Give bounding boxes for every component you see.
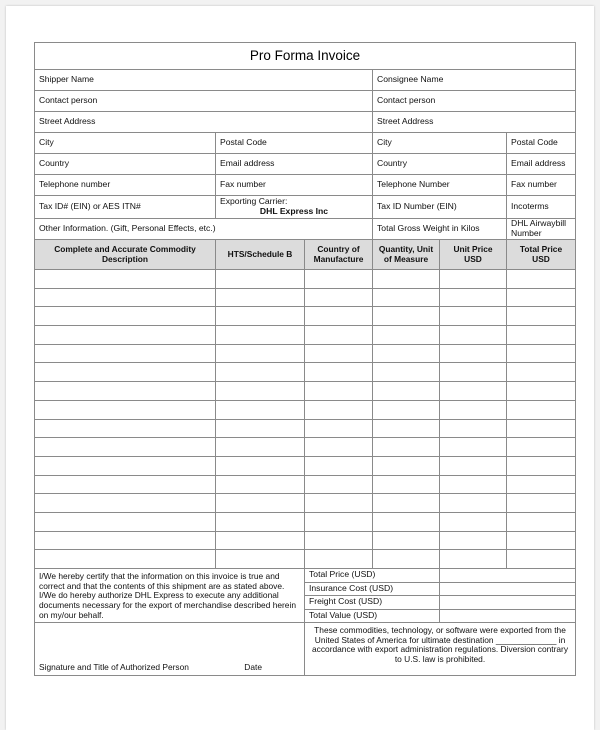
shipper-country-field[interactable]: Country bbox=[35, 154, 216, 175]
item-row bbox=[35, 382, 576, 401]
description-cell[interactable] bbox=[35, 307, 216, 326]
quantity-cell[interactable] bbox=[373, 326, 440, 345]
total-price-cell[interactable] bbox=[507, 438, 576, 457]
header-unit-price: Unit Price USD bbox=[440, 240, 507, 270]
total-price-cell[interactable] bbox=[507, 363, 576, 382]
total-value-label: Total Value (USD) bbox=[305, 609, 440, 623]
exporting-carrier-label: Exporting Carrier: bbox=[220, 196, 288, 207]
country-cell[interactable] bbox=[305, 419, 373, 438]
quantity-cell[interactable] bbox=[373, 438, 440, 457]
item-row bbox=[35, 494, 576, 513]
item-row bbox=[35, 475, 576, 494]
quantity-cell[interactable] bbox=[373, 531, 440, 550]
total-value-value[interactable] bbox=[440, 609, 576, 623]
quantity-cell[interactable] bbox=[373, 494, 440, 513]
country-cell[interactable] bbox=[305, 382, 373, 401]
item-row bbox=[35, 344, 576, 363]
total-price-value[interactable] bbox=[440, 569, 576, 583]
exporting-carrier-value: DHL Express Inc bbox=[259, 206, 329, 216]
shipper-contact-field[interactable]: Contact person bbox=[35, 91, 373, 112]
unit-price-cell[interactable] bbox=[440, 363, 507, 382]
description-cell[interactable] bbox=[35, 344, 216, 363]
proforma-invoice-form bbox=[34, 42, 576, 676]
hts-cell[interactable] bbox=[216, 475, 305, 494]
document-page bbox=[6, 6, 594, 730]
description-cell[interactable] bbox=[35, 400, 216, 419]
total-price-cell[interactable] bbox=[507, 475, 576, 494]
total-price-cell[interactable] bbox=[507, 419, 576, 438]
consignee-contact-field[interactable]: Contact person bbox=[373, 91, 576, 112]
gross-weight-field[interactable]: Total Gross Weight in Kilos bbox=[373, 219, 507, 240]
hts-cell[interactable] bbox=[216, 531, 305, 550]
item-row bbox=[35, 288, 576, 307]
consignee-street-field[interactable]: Street Address bbox=[373, 112, 576, 133]
item-row bbox=[35, 307, 576, 326]
consignee-city-field[interactable]: City bbox=[373, 133, 507, 154]
description-cell[interactable] bbox=[35, 531, 216, 550]
quantity-cell[interactable] bbox=[373, 270, 440, 289]
unit-price-cell[interactable] bbox=[440, 512, 507, 531]
country-cell[interactable] bbox=[305, 550, 373, 569]
quantity-cell[interactable] bbox=[373, 419, 440, 438]
unit-price-cell[interactable] bbox=[440, 288, 507, 307]
country-cell[interactable] bbox=[305, 456, 373, 475]
country-cell[interactable] bbox=[305, 270, 373, 289]
hts-cell[interactable] bbox=[216, 382, 305, 401]
quantity-cell[interactable] bbox=[373, 363, 440, 382]
country-cell[interactable] bbox=[305, 494, 373, 513]
insurance-cost-label: Insurance Cost (USD) bbox=[305, 582, 440, 596]
unit-price-cell[interactable] bbox=[440, 438, 507, 457]
country-cell[interactable] bbox=[305, 326, 373, 345]
item-row bbox=[35, 419, 576, 438]
description-cell[interactable] bbox=[35, 512, 216, 531]
total-price-cell[interactable] bbox=[507, 344, 576, 363]
item-row bbox=[35, 438, 576, 457]
shipper-fax-field[interactable]: Fax number bbox=[216, 175, 373, 196]
total-price-cell[interactable] bbox=[507, 307, 576, 326]
hts-cell[interactable] bbox=[216, 438, 305, 457]
description-cell[interactable] bbox=[35, 550, 216, 569]
date-label: Date bbox=[244, 662, 262, 673]
shipper-street-field[interactable]: Street Address bbox=[35, 112, 373, 133]
country-cell[interactable] bbox=[305, 512, 373, 531]
quantity-cell[interactable] bbox=[373, 400, 440, 419]
hts-cell[interactable] bbox=[216, 550, 305, 569]
header-description: Complete and Accurate Commodity Description bbox=[35, 240, 216, 270]
item-row bbox=[35, 363, 576, 382]
signature-label: Signature and Title of Authorized Person bbox=[39, 662, 189, 673]
quantity-cell[interactable] bbox=[373, 344, 440, 363]
item-row bbox=[35, 531, 576, 550]
hts-cell[interactable] bbox=[216, 400, 305, 419]
shipper-tax-id-field[interactable]: Tax ID# (EIN) or AES ITN# bbox=[35, 196, 216, 219]
hts-cell[interactable] bbox=[216, 344, 305, 363]
country-cell[interactable] bbox=[305, 363, 373, 382]
description-cell[interactable] bbox=[35, 475, 216, 494]
item-row bbox=[35, 326, 576, 345]
item-row bbox=[35, 270, 576, 289]
description-cell[interactable] bbox=[35, 288, 216, 307]
total-price-cell[interactable] bbox=[507, 270, 576, 289]
quantity-cell[interactable] bbox=[373, 288, 440, 307]
unit-price-cell[interactable] bbox=[440, 550, 507, 569]
unit-price-cell[interactable] bbox=[440, 400, 507, 419]
freight-cost-value[interactable] bbox=[440, 596, 576, 610]
unit-price-cell[interactable] bbox=[440, 307, 507, 326]
shipper-email-field[interactable]: Email address bbox=[216, 154, 373, 175]
country-cell[interactable] bbox=[305, 475, 373, 494]
hts-cell[interactable] bbox=[216, 494, 305, 513]
description-cell[interactable] bbox=[35, 494, 216, 513]
country-cell[interactable] bbox=[305, 288, 373, 307]
shipper-city-field[interactable]: City bbox=[35, 133, 216, 154]
consignee-email-field[interactable]: Email address bbox=[507, 154, 576, 175]
quantity-cell[interactable] bbox=[373, 307, 440, 326]
total-price-cell[interactable] bbox=[507, 550, 576, 569]
total-price-cell[interactable] bbox=[507, 531, 576, 550]
invoice-title: Pro Forma Invoice bbox=[35, 43, 576, 70]
description-cell[interactable] bbox=[35, 382, 216, 401]
items-header-row bbox=[35, 240, 576, 270]
other-information-field[interactable]: Other Information. (Gift, Personal Effects, etc.) bbox=[35, 219, 373, 240]
airwaybill-field[interactable]: DHL Airwaybill Number bbox=[507, 219, 576, 240]
description-cell[interactable] bbox=[35, 363, 216, 382]
header-quantity: Quantity, Unit of Measure bbox=[373, 240, 440, 270]
country-cell[interactable] bbox=[305, 438, 373, 457]
total-price-cell[interactable] bbox=[507, 326, 576, 345]
shipper-postal-field[interactable]: Postal Code bbox=[216, 133, 373, 154]
header-hts: HTS/Schedule B bbox=[216, 240, 305, 270]
shipper-name-field[interactable]: Shipper Name bbox=[35, 70, 373, 91]
header-total-price: Total Price USD bbox=[507, 240, 576, 270]
unit-price-cell[interactable] bbox=[440, 382, 507, 401]
item-row bbox=[35, 512, 576, 531]
total-price-cell[interactable] bbox=[507, 512, 576, 531]
consignee-tax-id-field[interactable]: Tax ID Number (EIN) bbox=[373, 196, 507, 219]
quantity-cell[interactable] bbox=[373, 382, 440, 401]
total-price-cell[interactable] bbox=[507, 400, 576, 419]
quantity-cell[interactable] bbox=[373, 475, 440, 494]
total-price-cell[interactable] bbox=[507, 456, 576, 475]
unit-price-cell[interactable] bbox=[440, 456, 507, 475]
description-cell[interactable] bbox=[35, 456, 216, 475]
total-price-cell[interactable] bbox=[507, 382, 576, 401]
consignee-country-field[interactable]: Country bbox=[373, 154, 507, 175]
hts-cell[interactable] bbox=[216, 419, 305, 438]
unit-price-cell[interactable] bbox=[440, 326, 507, 345]
description-cell[interactable] bbox=[35, 270, 216, 289]
quantity-cell[interactable] bbox=[373, 512, 440, 531]
insurance-cost-value[interactable] bbox=[440, 582, 576, 596]
hts-cell[interactable] bbox=[216, 288, 305, 307]
unit-price-cell[interactable] bbox=[440, 475, 507, 494]
consignee-phone-field[interactable]: Telephone Number bbox=[373, 175, 507, 196]
signature-field[interactable] bbox=[35, 623, 305, 676]
freight-cost-label: Freight Cost (USD) bbox=[305, 596, 440, 610]
export-notice: These commodities, technology, or software were exported from the United States of America for ultimate destination _____________ in accordance with export administration regulations. Diversion contrary to U.S. law is prohibited. bbox=[305, 623, 576, 676]
unit-price-cell[interactable] bbox=[440, 531, 507, 550]
description-cell[interactable] bbox=[35, 419, 216, 438]
hts-cell[interactable] bbox=[216, 456, 305, 475]
consignee-fax-field[interactable]: Fax number bbox=[507, 175, 576, 196]
certification-statement: I/We hereby certify that the information on this invoice is true and correct and that the contents of this shipment are as stated above. I/We do hereby authorize DHL Express to execute any additional documents necessary for the export of merchandise described herein on my/our behalf. bbox=[35, 569, 305, 623]
hts-cell[interactable] bbox=[216, 270, 305, 289]
hts-cell[interactable] bbox=[216, 363, 305, 382]
hts-cell[interactable] bbox=[216, 512, 305, 531]
incoterms-field[interactable]: Incoterms bbox=[507, 196, 576, 219]
consignee-postal-field[interactable]: Postal Code bbox=[507, 133, 576, 154]
header-country: Country of Manufacture bbox=[305, 240, 373, 270]
description-cell[interactable] bbox=[35, 438, 216, 457]
country-cell[interactable] bbox=[305, 307, 373, 326]
item-row bbox=[35, 456, 576, 475]
quantity-cell[interactable] bbox=[373, 550, 440, 569]
item-row bbox=[35, 550, 576, 569]
exporting-carrier-field[interactable] bbox=[216, 196, 373, 219]
country-cell[interactable] bbox=[305, 531, 373, 550]
unit-price-cell[interactable] bbox=[440, 344, 507, 363]
hts-cell[interactable] bbox=[216, 307, 305, 326]
total-price-cell[interactable] bbox=[507, 288, 576, 307]
unit-price-cell[interactable] bbox=[440, 419, 507, 438]
item-rows bbox=[35, 270, 576, 569]
unit-price-cell[interactable] bbox=[440, 270, 507, 289]
unit-price-cell[interactable] bbox=[440, 494, 507, 513]
hts-cell[interactable] bbox=[216, 326, 305, 345]
description-cell[interactable] bbox=[35, 326, 216, 345]
country-cell[interactable] bbox=[305, 400, 373, 419]
shipper-phone-field[interactable]: Telephone number bbox=[35, 175, 216, 196]
total-price-cell[interactable] bbox=[507, 494, 576, 513]
total-price-label: Total Price (USD) bbox=[305, 569, 440, 583]
item-row bbox=[35, 400, 576, 419]
consignee-name-field[interactable]: Consignee Name bbox=[373, 70, 576, 91]
country-cell[interactable] bbox=[305, 344, 373, 363]
quantity-cell[interactable] bbox=[373, 456, 440, 475]
